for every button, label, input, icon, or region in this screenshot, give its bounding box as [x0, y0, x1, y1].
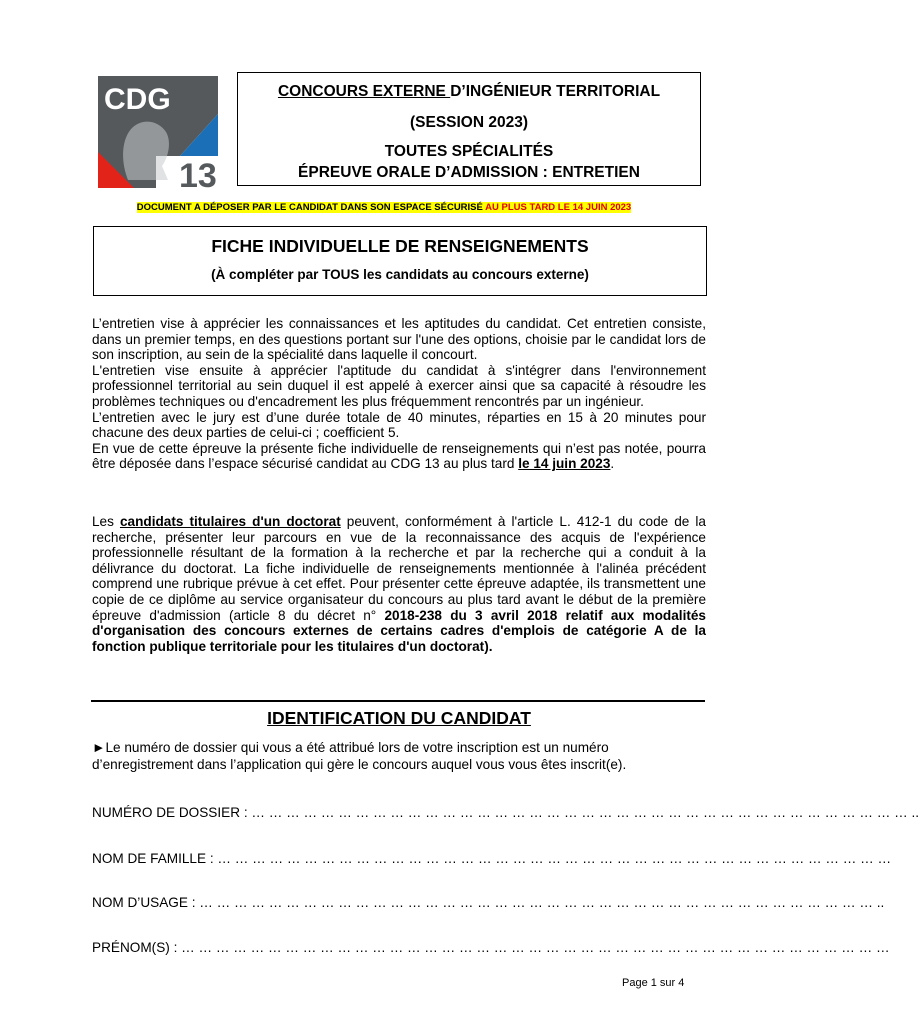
header-box [237, 72, 701, 186]
deadline-notice-text: DOCUMENT A DÉPOSER PAR LE CANDIDAT DANS SON ESPACE SÉCURISÉ [136, 202, 486, 213]
prenoms-field[interactable] [92, 940, 890, 955]
prenoms-label: PRÉNOM(S) : [92, 940, 182, 955]
intro-text [92, 316, 706, 472]
header-line-specialites: TOUTES SPÉCIALITÉS [384, 143, 554, 160]
doctorat-paragraph [92, 514, 706, 654]
cdg13-logo [98, 76, 218, 195]
intro-paragraph-2: L'entretien vise ensuite à apprécier l'aptitude du candidat à s'intégrer dans l'environnement professionnel territorial au sein duquel il est appelé à exercer ainsi que sa capacité à résoudre les problèmes techniques ou d'encadrement les plus fréquemment rencontrés par un ingénieur. [92, 362, 706, 409]
section-divider [91, 700, 705, 702]
intro-paragraph-4-end: . [610, 456, 615, 472]
prenoms-blank[interactable]: … … … … … … … … … … … … … … … … … … … … … … … … … … … … … … … … … … … … … … … … … [181, 940, 890, 955]
doctorat-decret-reference: 2018-238 du 3 avril 2018 relatif aux modalités d'organisation des concours externes de certains cadres d'emplois de catégorie A de la fonction publique territoriale pour les titulaires d'un doctorat). [92, 607, 706, 654]
intro-paragraph-1: L’entretien vise à apprécier les connaissances et les aptitudes du candidat. Cet entretien consiste, dans un premier temps, en des questions portant sur l'une des options, choisie par le candidat lors de son inscription, au sein de la spécialité dans laquelle il concourt. [92, 316, 706, 363]
doctorat-lead: Les [92, 514, 120, 529]
page-number: Page 1 sur 4 [622, 977, 685, 989]
nom-de-famille-blank[interactable]: … … … … … … … … … … … … … … … … … … … … … … … … … … … … … … … … … … … … … … … [217, 851, 892, 866]
dossier-number-label: NUMÉRO DE DOSSIER : [92, 805, 252, 820]
logo-number: 13 [179, 157, 217, 195]
doctorat-bold-phrase: candidats titulaires d'un doctorat [119, 514, 341, 529]
header-line-concours [238, 83, 700, 101]
fiche-subtitle: (À compléter par TOUS les candidats au concours externe) [211, 267, 589, 282]
header-line-concours-underlined: CONCOURS EXTERNE [277, 83, 451, 100]
intro-paragraph-3: L’entretien avec le jury est d’une durée totale de 40 minutes, réparties en 15 à 20 minutes pour chacune des deux parties de celui-ci ; coefficient 5. [92, 409, 706, 441]
deadline-date: le 14 juin 2023 [518, 456, 611, 472]
deadline-notice [0, 202, 768, 213]
identification-title: IDENTIFICATION DU CANDIDAT [267, 708, 531, 728]
intro-paragraph-4 [92, 441, 706, 472]
fiche-title: FICHE INDIVIDUELLE DE RENSEIGNEMENTS [211, 236, 589, 256]
fiche-box [93, 226, 707, 296]
header-line-epreuve: ÉPREUVE ORALE D’ADMISSION : ENTRETIEN [298, 164, 640, 181]
dossier-number-blank[interactable]: … … … … … … … … … … … … … … … … … … … … … … … … … … … … … … … … … … … … … … .. [251, 805, 919, 820]
nom-usage-field[interactable] [92, 895, 885, 910]
logo-text-cdg: CDG [104, 83, 171, 116]
header-line-session: (SESSION 2023) [409, 114, 529, 131]
doctorat-body: peuvent, conformément à l'article L. 412-1 du code de la recherche, présenter leur parcours en vue de la reconnaissance des acquis de l'expérience professionnelle résultant de la formation à la recherche et par la recherche qui a conduit à la délivrance du doctorat. La fiche individuelle de renseignements mentionnée à l'alinéa précédent comprend une rubrique prévue à cet effet. Pour présenter cette épreuve adaptée, ils transmettent une copie de ce diplôme au service organisateur du concours au plus tard avant le début de la première épreuve d'admission (article 8 du décret n° [92, 514, 706, 623]
nom-de-famille-label: NOM DE FAMILLE : [92, 851, 218, 866]
deadline-notice-date: AU PLUS TARD LE 14 JUIN 2023 [485, 202, 632, 213]
intro-paragraph-4-text: En vue de cette épreuve la présente fiche individuelle de renseignements qui n’est pas notée, pourra être déposée dans l’espace sécurisé candidat au CDG 13 au plus tard [92, 440, 706, 472]
nom-usage-blank[interactable]: … … … … … … … … … … … … … … … … … … … … … … … … … … … … … … … … … … … … … … … .. [199, 895, 885, 910]
identification-note: ►Le numéro de dossier qui vous a été attribué lors de votre inscription est un numéro d’enregistrement dans l’application qui gère le concours auquel vous vous êtes inscrit(e). [92, 740, 627, 772]
nom-usage-label: NOM D’USAGE : [92, 895, 200, 910]
nom-de-famille-field[interactable] [92, 851, 892, 866]
dossier-number-field[interactable] [92, 805, 919, 820]
header-line-concours-rest: D’INGÉNIEUR TERRITORIAL [450, 83, 661, 100]
